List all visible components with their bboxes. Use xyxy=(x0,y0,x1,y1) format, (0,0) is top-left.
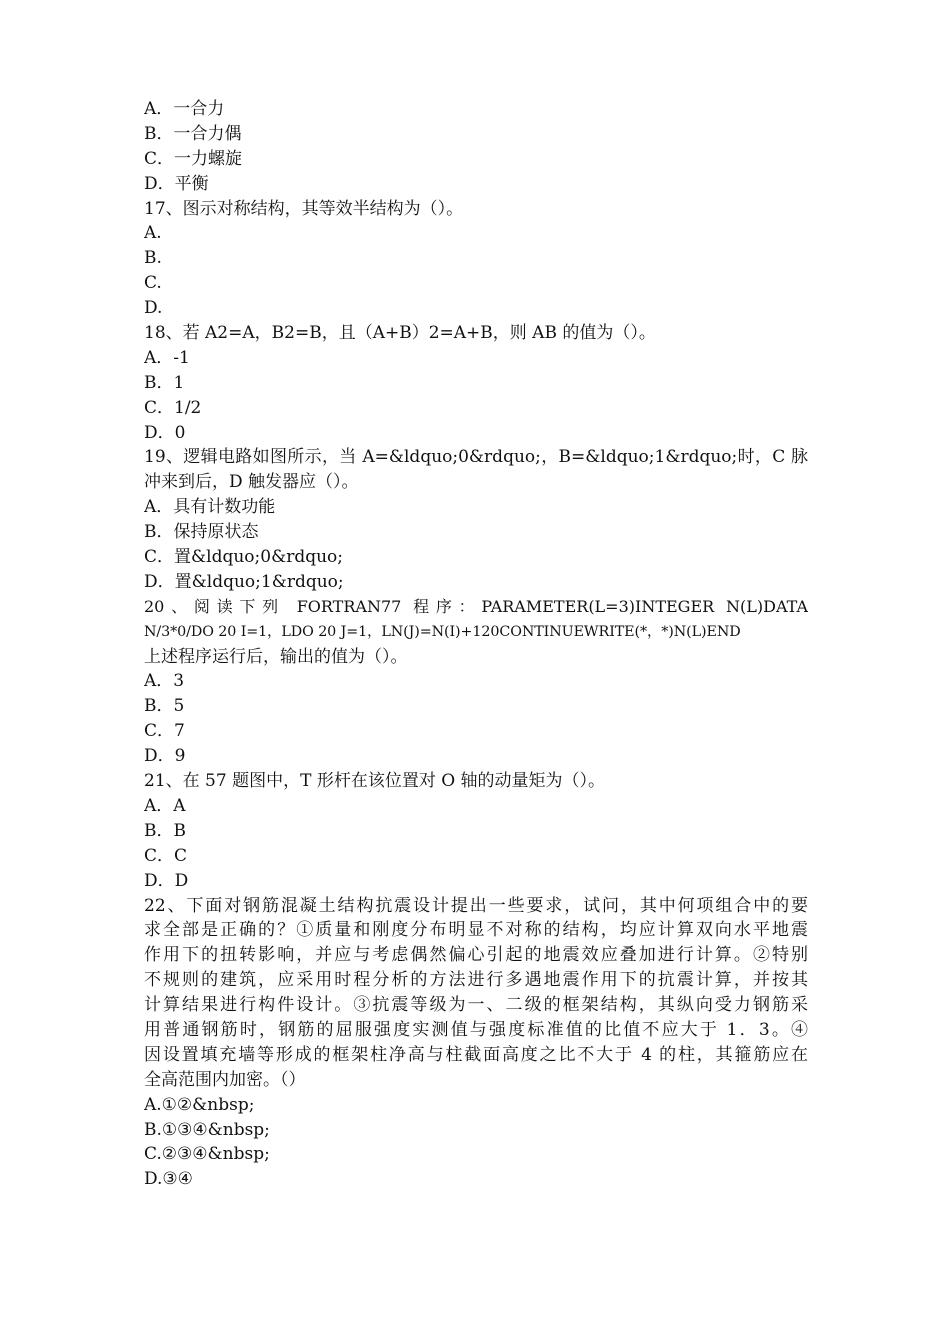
option-line: A．3 xyxy=(144,671,185,692)
option-line: B．保持原状态 xyxy=(144,522,259,543)
option-line: D．9 xyxy=(144,746,186,767)
question-20-line-2: N/3*0/DO 20 I=1，LDO 20 J=1，LN(J)=N(I)+120CONTINUEWRITE(*，*)N(L)END xyxy=(144,623,741,640)
question-18: 18、若 A2=A，B2=B，且（A+B）2=A+B，则 AB 的值为（）。 xyxy=(144,323,656,344)
option-line: D.③④ xyxy=(144,1169,193,1190)
question-19-line-2: 冲来到后，D 触发器应（）。 xyxy=(144,472,359,493)
option-line: A．具有计数功能 xyxy=(144,497,276,518)
option-line: A．一合力 xyxy=(144,99,225,119)
option-line: C．置&ldquo;0&rdquo; xyxy=(144,547,344,568)
question-20-line-1: 20、阅读下列 FORTRAN77 程序：PARAMETER(L=3)INTEGER N(L)DATA xyxy=(144,596,808,616)
option-line: A．-1 xyxy=(144,347,190,368)
question-21: 21、在 57 题图中，T 形杆在该位置对 O 轴的动量矩为（）。 xyxy=(144,771,606,792)
question-20-line-3: 上述程序运行后，输出的值为（）。 xyxy=(144,646,408,667)
option-line: C．1/2 xyxy=(144,397,202,418)
question-22-line-3: 作用下的扭转影响，并应与考虑偶然偏心引起的地震效应叠加进行计算。②特别 xyxy=(144,945,808,966)
option-line: D．置&ldquo;1&rdquo; xyxy=(144,571,344,592)
option-line: B．一合力偶 xyxy=(144,123,242,144)
option-line: C．7 xyxy=(144,721,185,742)
option-line: B.①③④&nbsp; xyxy=(144,1119,270,1140)
option-line: C．一力螺旋 xyxy=(144,148,243,169)
option-line: D．D xyxy=(144,870,189,891)
option-line: D．平衡 xyxy=(144,173,209,194)
option-line: D．0 xyxy=(144,422,186,443)
document-page xyxy=(144,97,808,1192)
question-22-line-4: 不规则的建筑，应采用时程分析的方法进行多遇地震作用下的抗震计算，并按其 xyxy=(144,970,808,991)
question-17: 17、图示对称结构，其等效半结构为（）。 xyxy=(144,198,464,219)
option-line: B. xyxy=(144,248,162,269)
option-line: A.①②&nbsp; xyxy=(144,1094,255,1115)
question-22-line-1: 22、下面对钢筋混凝土结构抗震设计提出一些要求，试问，其中何项组合中的要 xyxy=(144,895,808,916)
option-line: B．5 xyxy=(144,696,185,717)
question-22-line-5: 计算结果进行构件设计。③抗震等级为一、二级的框架结构，其纵向受力钢筋采 xyxy=(144,995,808,1016)
question-22-line-6: 用普通钢筋时，钢筋的屈服强度实测值与强度标准值的比值不应大于 1．3。④ xyxy=(144,1019,808,1040)
option-line: A．A xyxy=(144,795,186,816)
question-22-line-2: 求全部是正确的？①质量和刚度分布明显不对称的结构，均应计算双向水平地震 xyxy=(144,920,808,941)
option-line: C．C xyxy=(144,845,188,866)
option-line: B．1 xyxy=(144,372,185,393)
option-line: D. xyxy=(144,298,163,319)
option-line: A. xyxy=(144,223,162,244)
option-line: B．B xyxy=(144,820,186,841)
option-line: C.②③④&nbsp; xyxy=(144,1144,270,1165)
question-22-line-8: 全高范围内加密。（） xyxy=(144,1069,306,1090)
option-line: C. xyxy=(144,273,162,294)
question-22-line-7: 因设置填充墙等形成的框架柱净高与柱截面高度之比不大于 4 的柱，其箍筋应在 xyxy=(144,1044,808,1065)
question-19-line-1: 19、逻辑电路如图所示，当 A=&ldquo;0&rdquo;，B=&ldquo;1&rdquo;时，C 脉 xyxy=(144,447,808,468)
